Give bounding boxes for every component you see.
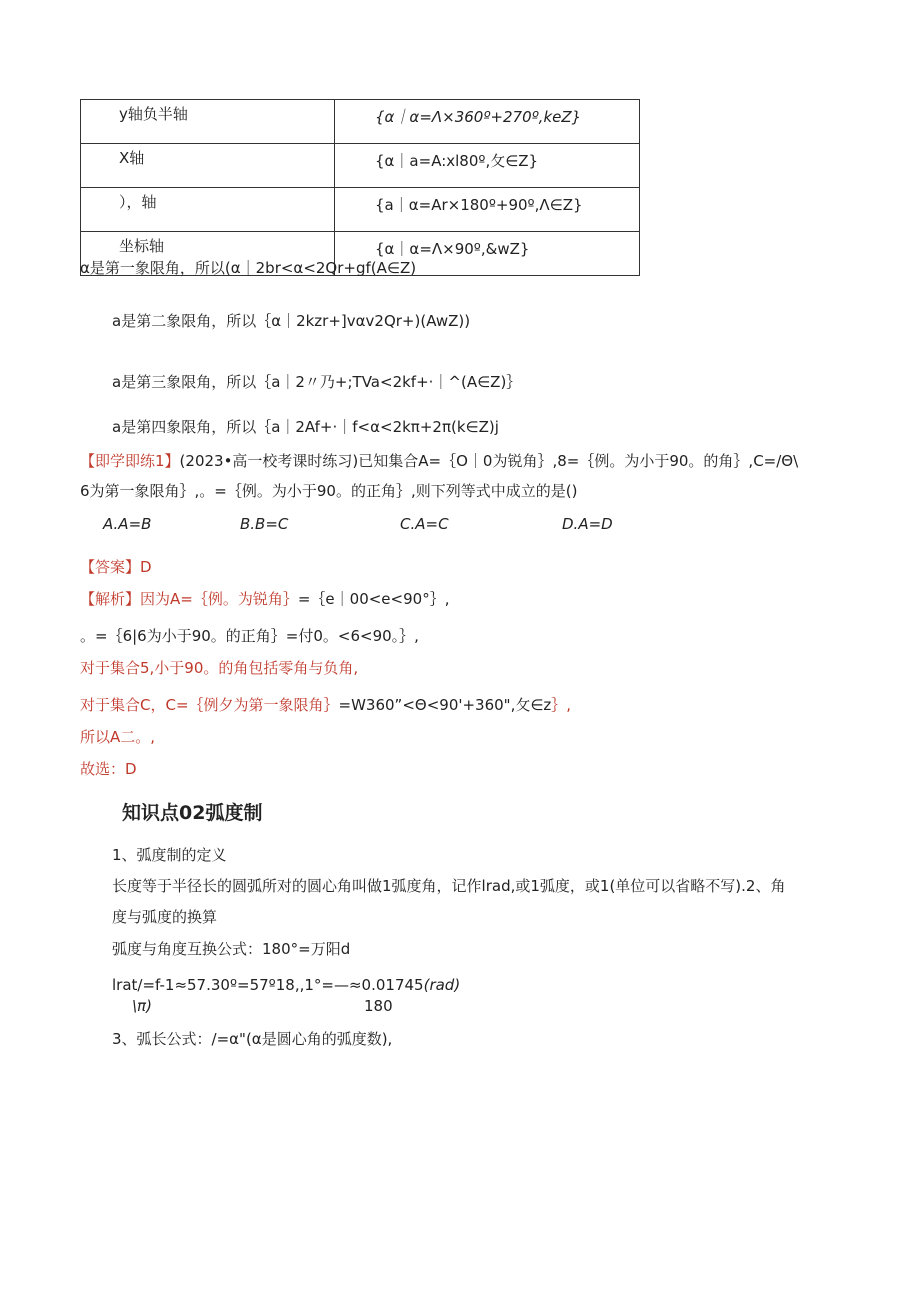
analysis-text: =W360”<Θ<90'+360",攵∈z xyxy=(338,696,552,714)
table-cell-formula: {α｜α=Λ×360º+270º,keZ} xyxy=(335,100,640,144)
exercise-tag: 【即学即练1】 xyxy=(80,452,180,470)
arc-length-formula: 3、弧长公式：/=α"(α是圆心角的弧度数), xyxy=(112,1030,393,1048)
answer-tag: 【答案】 xyxy=(80,558,141,576)
table-cell-formula: {a｜α=Ar×180º+90º,Λ∈Z} xyxy=(335,188,640,232)
definition-line-2: 度与弧度的换算 xyxy=(112,908,218,926)
conversion-intro: 弧度与角度互换公式：180°=万阳d xyxy=(112,940,351,958)
analysis-line-5: 所以A二。, xyxy=(80,728,156,746)
quadrant-4-text: a是第四象限角，所以｛a｜2Af+·｜f<α<2kπ+2π(k∈Z)j xyxy=(112,418,499,436)
analysis-line-2: 。=｛6|6为小于90。的正角｝=付0。<6<90。｝, xyxy=(80,627,419,645)
analysis-tag: 【解析】 xyxy=(80,590,141,608)
answer-value: D xyxy=(140,558,152,576)
table-cell-label: 坐标轴 xyxy=(81,232,335,276)
axis-angle-table xyxy=(80,99,640,276)
analysis-text-red: 对于集合C，C=｛例夕为第一象限角｝ xyxy=(80,696,339,714)
quadrant-2-text: a是第二象限角，所以｛α｜2kzr+]vαv2Qr+)(AwZ)) xyxy=(112,312,471,330)
conversion-formula xyxy=(112,975,460,995)
option-b: B.B=C xyxy=(240,515,289,533)
formula-unit: (rad) xyxy=(423,976,461,994)
quadrant-3-text: a是第三象限角，所以｛a｜2〃乃+;TVa<2kf+·｜^(A∈Z)｝ xyxy=(112,373,522,391)
table-cell-label: ），轴 xyxy=(81,188,335,232)
analysis-line-4 xyxy=(80,695,571,715)
analysis-line-3: 对于集合5,小于90。的角包括零角与负角, xyxy=(80,659,359,677)
table-row xyxy=(81,100,640,144)
table-cell-label: X轴 xyxy=(81,144,335,188)
answer-line xyxy=(80,557,152,577)
exercise-line-1 xyxy=(80,451,798,471)
exercise-question: (2023•高一校考课时练习)已知集合A=｛O｜0为锐角｝,8=｛例。为小于90。的角｝,C=/Θ\ xyxy=(179,452,799,470)
analysis-line-6: 故选：D xyxy=(80,760,137,778)
table-cell-formula: {α｜a=A:xl80º,攵∈Z} xyxy=(335,144,640,188)
option-c: C.A=C xyxy=(400,515,449,533)
option-a: A.A=B xyxy=(103,515,152,533)
table-row xyxy=(81,188,640,232)
section-heading: 知识点02弧度制 xyxy=(122,802,263,824)
quadrant-1-text: α是第一象限角，所以(α｜2br<α<2Qr+gf(A∈Z) xyxy=(80,259,417,277)
exercise-line-2: 6为第一象限角｝,。=｛例。为小于90。的正角｝,则下列等式中成立的是() xyxy=(80,482,578,500)
table-row xyxy=(81,144,640,188)
table-cell-label: y轴负半轴 xyxy=(81,100,335,144)
subsection-1-title: 1、弧度制的定义 xyxy=(112,846,227,864)
analysis-text-red: ｝, xyxy=(551,696,572,714)
definition-line-1: 长度等于半径长的圆弧所对的圆心角叫做1弧度角，记作lrad,或1弧度，或1(单位可以省略不写).2、角 xyxy=(112,877,786,895)
table-cell-formula: {α｜α=Λ×90º,&wZ} xyxy=(335,232,640,276)
analysis-text-red: 因为A=｛例。为锐角｝ xyxy=(140,590,298,608)
formula-pi: \π) xyxy=(132,997,152,1015)
formula-denominator: 180 xyxy=(364,997,393,1015)
formula-main: lrat∕=f-1≈57.30º=57º18,,1°=—≈0.01745 xyxy=(112,976,424,994)
analysis-line-1 xyxy=(80,589,449,609)
option-d: D.A=D xyxy=(562,515,613,533)
analysis-text: =｛e｜00<e<90°｝, xyxy=(297,590,450,608)
